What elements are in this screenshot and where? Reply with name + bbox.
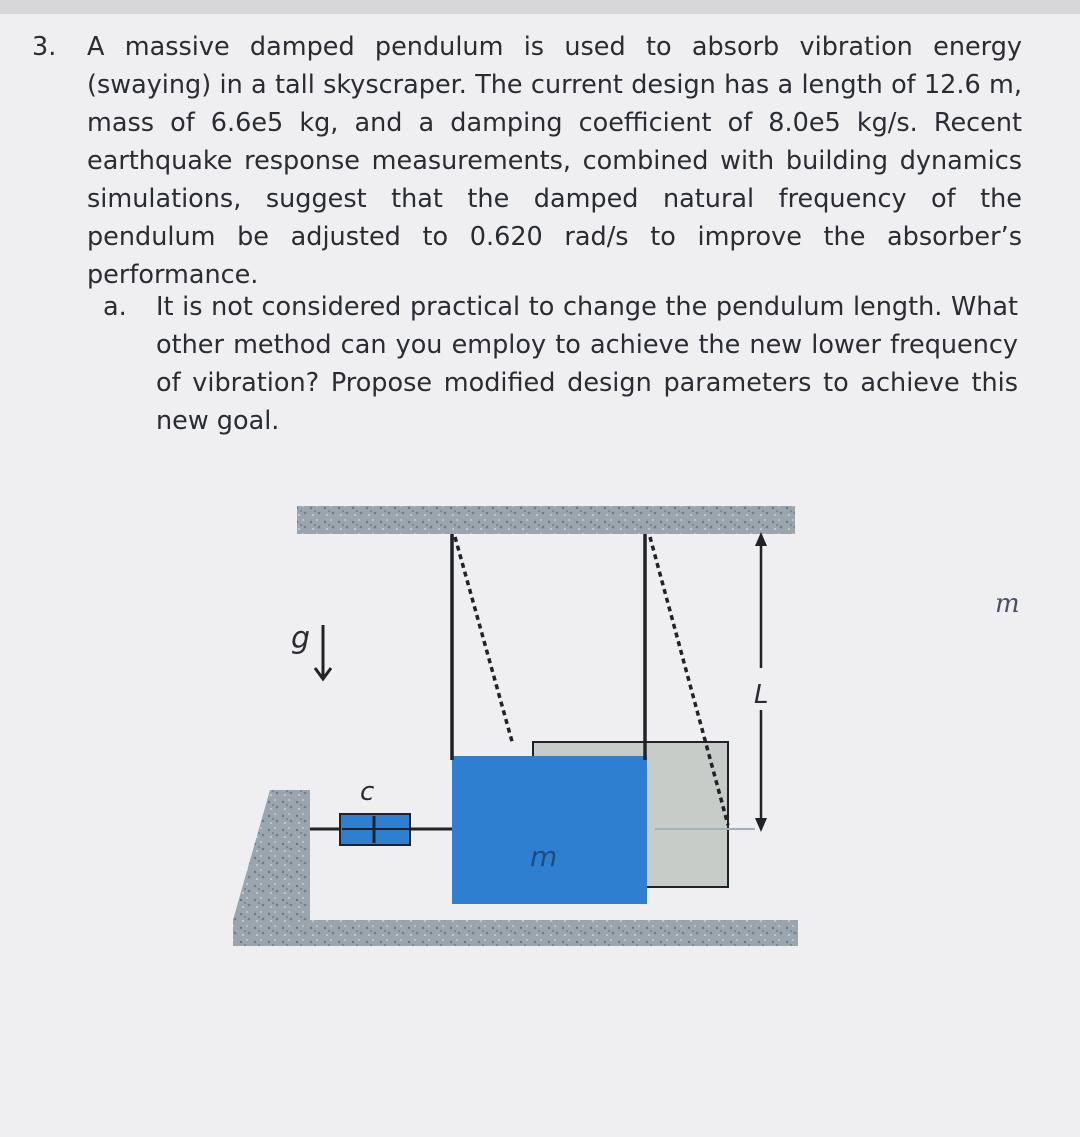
handwritten-mark: m [995, 589, 1020, 619]
damper-label: c [360, 777, 375, 807]
ceiling-slab [297, 506, 795, 534]
length-arrow-top [755, 532, 767, 546]
mass-label: m [530, 840, 558, 873]
floor-slab [233, 920, 798, 946]
length-arrow-bottom [755, 818, 767, 832]
pendulum-mass [452, 756, 647, 904]
gravity-label: g [291, 621, 311, 656]
displaced-cable-left [455, 537, 513, 745]
question-text: A massive damped pendulum is used to absorb vibration energy (swaying) in a tall skyscraper. The current design has a length of 12.6 m, mass of 6.6e5 kg, and a damping coefficient of 8.0e5 kg/s. Recent earthquake response measurements, combined with building dynamics simulations, suggest that the damped natural frequency of the pendulum be adjusted to 0.620 rad/s to improve the absorber’s performance. [87, 32, 1022, 290]
wall-support [233, 790, 310, 920]
part-a-text: It is not considered practical to change the pendulum length. What other method can you employ to achieve the new lower frequency of vibration? Propose modified design parameters to achieve this new goal. [156, 292, 1018, 436]
question-number: 3. [32, 32, 57, 62]
length-label: L [754, 680, 769, 710]
part-a-label: a. [103, 292, 127, 322]
